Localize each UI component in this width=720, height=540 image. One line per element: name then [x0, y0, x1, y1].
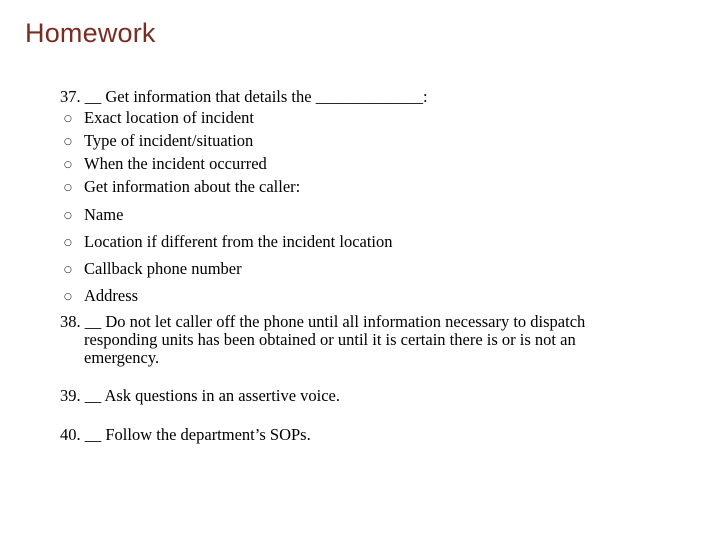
list-item	[60, 176, 700, 199]
item-38-line3: emergency.	[84, 348, 160, 367]
item-37-text: 37. __ Get information that details the _____________:	[60, 87, 428, 106]
item-39: 39. __ Ask questions in an assertive voice.	[60, 386, 341, 405]
bullet-text: Location if different from the incident location	[84, 232, 393, 251]
bullet-icon: ○	[64, 211, 72, 221]
item-38-line1: 38. __ Do not let caller off the phone until all information necessary to dispatch	[60, 312, 586, 331]
bullet-icon: ○	[64, 238, 72, 248]
bullet-text: Address	[84, 286, 139, 305]
list-item	[60, 258, 700, 281]
list-item	[60, 153, 700, 176]
bullet-icon: ○	[64, 137, 72, 147]
item-37	[60, 86, 700, 308]
bullet-icon: ○	[64, 292, 72, 302]
list-item	[60, 231, 700, 254]
item-40: 40. __ Follow the department’s SOPs.	[60, 425, 311, 444]
page-title: Homework	[25, 18, 156, 48]
list-item	[60, 130, 700, 153]
list-item	[60, 204, 700, 227]
bullet-icon: ○	[64, 265, 72, 275]
bullet-text: Get information about the caller:	[84, 177, 301, 196]
bullet-icon: ○	[64, 183, 72, 193]
bullet-text: Exact location of incident	[84, 108, 254, 127]
list-item	[60, 285, 700, 308]
bullet-text: When the incident occurred	[84, 154, 267, 173]
bullet-text: Name	[84, 205, 124, 224]
item-38	[60, 313, 660, 367]
list-item	[60, 107, 700, 130]
bullet-icon: ○	[64, 114, 72, 124]
item-38-line2: responding units has been obtained or until it is certain there is or is not an	[84, 330, 576, 349]
bullet-text: Callback phone number	[84, 259, 242, 278]
bullet-text: Type of incident/situation	[84, 131, 254, 150]
bullet-icon: ○	[64, 160, 72, 170]
